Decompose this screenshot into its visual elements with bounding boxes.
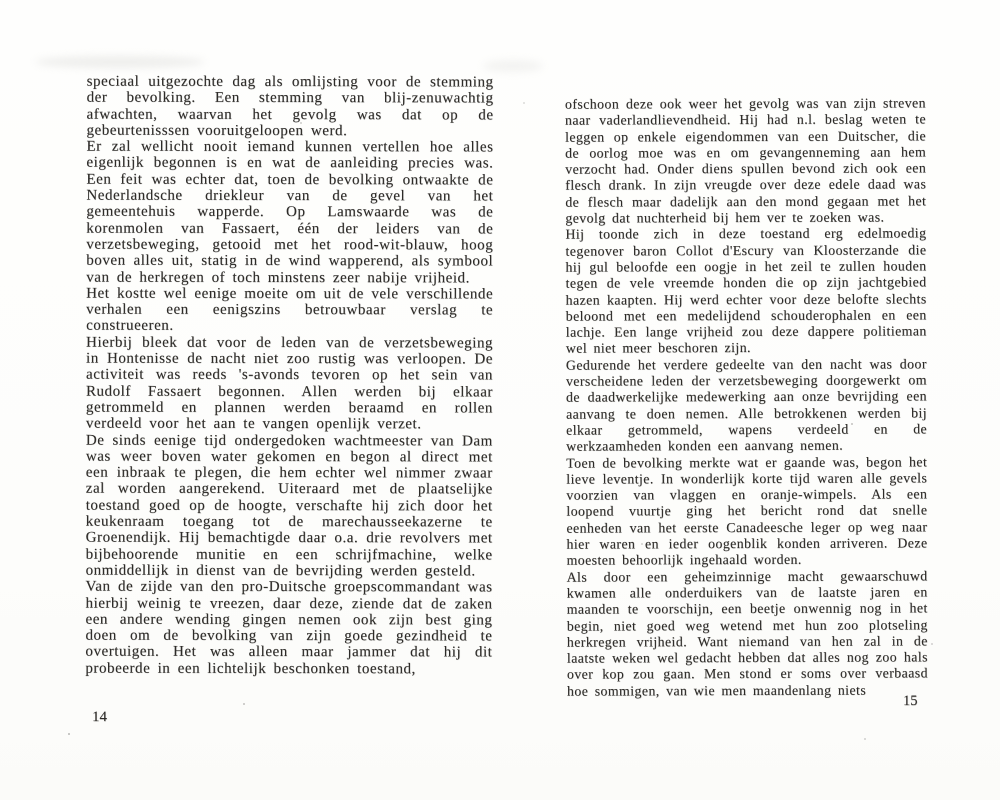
paragraph: Hij toonde zich in deze toestand erg edelmoedig tegenover baron Collot d'Escury van Kloosterzande die hij gul beloofde een oogje in het zeil te zullen houden tegen de vele vreemde honden die op zijn jachtgebied hazen kaapten. Hij werd echter voor deze belofte slechts beloond met een medelijdend schouderophalen en een lachje. Een lange vrijheid zou deze dappere politieman wel niet meer beschoren zijn. <box>565 225 927 357</box>
left-page-text <box>85 74 493 678</box>
paragraph: Het kostte wel eenige moeite om uit de vele verschillende verhalen een eenigszins betrouwbaar verslag te construeeren. <box>86 285 494 335</box>
scan-smudge-small <box>483 60 543 72</box>
paragraph: Als door een geheimzinnige macht gewaarschuwd kwamen alle onderduikers van de laatste jaren en maanden te voorschijn, een beetje onwennig nog in het begin, niet goed weg wetend met hun zoo plotseling herkregen vrijheid. Want niemand van hen zal in de laatste weken wel gedacht hebben dat alles nog zoo hals over kop zou gaan. Men stond er soms over verbaasd hoe sommigen, van wie men maandenlang niets <box>566 567 928 699</box>
scan-smudge <box>35 56 205 68</box>
paragraph: Van de zijde van den pro-Duitsche groepscommandant was hierbij weinig te vreezen, daar deze, ziende dat de zaken een andere wending gingen nemen ook zijn best ging doen om de bevolking van zijn goede gezindheid te overtuigen. Het was alleen maar jammer dat hij dit probeerde in een lichtelijk beschonken toestand, <box>85 578 493 677</box>
paragraph: Hierbij bleek dat voor de leden van de verzetsbeweging in Hontenisse de nacht niet zoo rustig was verloopen. De activiteit was reeds 's-avonds tevoren op het sein van Rudolf Fassaert begonnen. Allen werden bij elkaar getrommeld en plannen werden beraamd en rollen verdeeld voor het aan te vangen openlijk verzet. <box>85 334 494 433</box>
scan-noise-specks <box>0 0 2 2</box>
paragraph: De sinds eenige tijd ondergedoken wachtmeester van Dam was weer boven water gekomen en begon al direct met een inbraak te plegen, die hem echter wel nimmer zwaar zal worden aangerekend. Uiteraard met de plaatselijke toestand goed op de hoogte, verschafte hij zich door het keukenraam toegang tot de marechausseekazerne te Groenendijk. Hij bemachtigde daar o.a. drie revolvers met bijbehoorende munitie en een schrijfmachine, welke onmiddellijk in dienst van de bevrijding werden gesteld. <box>85 432 493 580</box>
page-number-left: 14 <box>92 709 107 725</box>
page-number-right: 15 <box>903 693 918 709</box>
paragraph: Toen de bevolking merkte wat er gaande was, begon het lieve leventje. In wonderlijk korte tijd waren alle gevels voorzien van vlaggen en oranje-wimpels. Als een loopend vuurtje ging het bericht rond dat snelle eenheden van het eerste Canadeesche leger op weg naar hier waren en ieder oogenblik konden arriveren. Deze moesten behoorlijk ingehaald worden. <box>566 453 928 568</box>
paragraph: Er zal wellicht nooit iemand kunnen vertellen hoe alles eigenlijk begonnen is en wat de aanleiding precies was. Een feit was echter dat, toen de bevolking ontwaakte de Nederlandsche driekleur van de gevel van het gemeentehuis wapperde. Op Lamswaarde was de korenmolen van Fassaert, één der leiders van de verzetsbeweging, getooid met het rood-wit-blauw, hoog boven alles uit, statig in de wind wapperend, als symbool van de herkregen of toch minstens zeer nabije vrijheid. <box>86 138 494 286</box>
paragraph: ofschoon deze ook weer het gevolg was van zijn streven naar vaderlandlievendheid. Hij had n.l. beslag weten te leggen op enkele eigendommen van een Duitscher, die de oorlog moe was en om gevangenneming aan hem verzocht had. Onder diens spullen bevond zich ook een flesch drank. In zijn vreugde over deze edele daad was de flesch maar dadelijk aan den mond gegaan met het gevolg dat nuchterheid bij hem ver te zoeken was. <box>564 95 927 226</box>
paragraph: speciaal uitgezochte dag als omlijsting voor de stemming der bevolking. Een stemming van blij-zenuwachtig afwachten, waarvan het gevolg was dat op de gebeurtenisssen vooruitgeloopen werd. <box>86 73 494 140</box>
right-page-text <box>565 95 928 699</box>
paragraph: Gedurende het verdere gedeelte van den nacht was door verscheidene leden der verzetsbeweging doorgewerkt om de daadwerkelijke medewerking aan onze bevrijding een aanvang te doen nemen. Alle betrokkenen werden bij elkaar getrommeld, wapens verdeeld en de werkzaamheden konden een aanvang nemen. <box>565 356 928 454</box>
